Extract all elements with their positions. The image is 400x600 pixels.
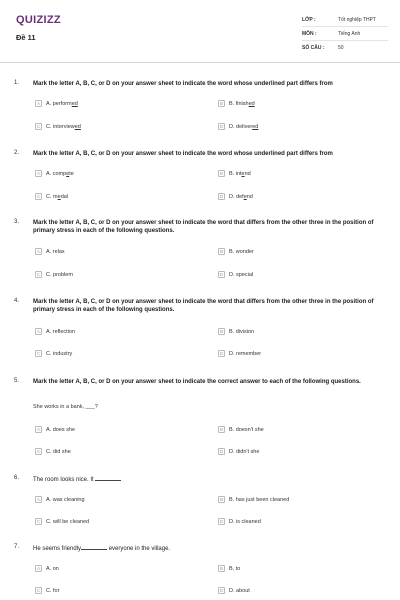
meta-value: Tốt nghiệp THPT xyxy=(338,16,376,23)
option-letter-box: D xyxy=(219,272,224,277)
option-text: D. about xyxy=(229,587,250,594)
option-letter-box: C xyxy=(36,351,41,356)
question-number: 2. xyxy=(14,150,20,156)
option-text: D. remember xyxy=(229,350,262,357)
option-text: A. compete xyxy=(46,170,74,177)
option-d[interactable] xyxy=(218,193,253,200)
option-text: C. medal xyxy=(46,193,69,200)
option-b[interactable] xyxy=(218,426,264,433)
option-letter-box: B xyxy=(219,427,223,432)
option-letter-box: D xyxy=(219,351,224,356)
question-number: 1. xyxy=(14,80,20,86)
question-number: 7. xyxy=(14,544,20,550)
question-prompt: Mark the letter A, B, C, or D on your answer sheet to indicate the word whose underlined part differs from xyxy=(33,81,333,87)
meta-row-count xyxy=(302,41,388,54)
option-c[interactable] xyxy=(35,350,72,357)
option-letter-box: C xyxy=(36,519,41,524)
option-letter-box: A xyxy=(36,329,40,334)
option-letter-box: C xyxy=(36,588,41,593)
option-text: C. industry xyxy=(46,350,73,357)
answer-blank xyxy=(95,475,121,481)
option-text: A. on xyxy=(46,565,59,572)
answer-blank xyxy=(81,544,107,550)
option-b[interactable] xyxy=(218,248,254,255)
header-divider xyxy=(0,62,400,63)
option-d[interactable] xyxy=(218,518,261,525)
option-d[interactable] xyxy=(218,448,259,455)
option-letter-box: D xyxy=(219,588,224,593)
option-b[interactable] xyxy=(218,328,254,335)
option-letter-box: C xyxy=(36,194,41,199)
option-text: A. performed xyxy=(46,100,78,107)
option-c[interactable] xyxy=(35,193,68,200)
meta-row-subject xyxy=(302,27,388,41)
question-number: 4. xyxy=(14,298,20,304)
option-letter-box: A xyxy=(36,101,40,106)
option-text: C. interviewed xyxy=(46,123,81,130)
option-text: B. doesn't she xyxy=(229,426,264,433)
question-prompt: Mark the letter A, B, C, or D on your answer sheet to indicate the correct answer to each of the following questions. xyxy=(33,379,361,385)
option-text: B. wonder xyxy=(229,248,254,255)
option-b[interactable] xyxy=(218,565,240,572)
question-prompt: He seems friendly everyone in the village. xyxy=(33,546,171,552)
option-letter-box: A xyxy=(36,171,40,176)
option-a[interactable] xyxy=(35,100,78,107)
option-text: A. relax xyxy=(46,248,65,255)
option-text: C. for xyxy=(46,587,60,594)
option-d[interactable] xyxy=(218,271,253,278)
option-text: D. didn't she xyxy=(229,448,260,455)
option-letter-box: C xyxy=(36,449,41,454)
option-b[interactable] xyxy=(218,496,289,503)
question-prompt: The room looks nice. It xyxy=(33,475,378,484)
option-text: B. finished xyxy=(229,100,255,107)
option-letter-box: C xyxy=(36,124,41,129)
option-b[interactable] xyxy=(218,100,255,107)
exam-title: Đề 11 xyxy=(16,33,36,42)
option-letter-box: A xyxy=(36,497,40,502)
option-b[interactable] xyxy=(218,170,251,177)
option-letter-box: B xyxy=(219,497,223,502)
option-letter-box: D xyxy=(219,449,224,454)
option-a[interactable] xyxy=(35,426,75,433)
option-text: D. is cleaned xyxy=(229,518,261,525)
exam-meta-table xyxy=(302,13,388,54)
option-text: B. intend xyxy=(229,170,251,177)
option-letter-box: B xyxy=(219,329,223,334)
option-letter-box: B xyxy=(219,249,223,254)
meta-key: SỐ CÂU : xyxy=(302,44,325,51)
question-stem: She works in a bank, ___? xyxy=(33,404,98,410)
option-letter-box: A xyxy=(36,427,40,432)
question-number: 5. xyxy=(14,378,20,384)
option-c[interactable] xyxy=(35,587,59,594)
option-c[interactable] xyxy=(35,518,89,525)
option-letter-box: D xyxy=(219,194,224,199)
option-letter-box: B xyxy=(219,566,223,571)
option-text: B. to xyxy=(229,565,241,572)
option-a[interactable] xyxy=(35,496,85,503)
question-prompt: Mark the letter A, B, C, or D on your answer sheet to indicate the word that differs from the other three in the position of primary stress in each of the following questions. xyxy=(33,299,374,313)
option-d[interactable] xyxy=(218,123,258,130)
question-prompt: Mark the letter A, B, C, or D on your answer sheet to indicate the word whose underlined part differs from xyxy=(33,151,333,157)
meta-key: MÔN : xyxy=(302,30,317,37)
meta-value: 50 xyxy=(338,44,344,51)
option-text: A. reflection xyxy=(46,328,76,335)
option-text: C. did she xyxy=(46,448,71,455)
option-text: A. was cleaning xyxy=(46,496,85,503)
option-letter-box: A xyxy=(36,566,40,571)
option-letter-box: B xyxy=(219,171,223,176)
option-text: D. special xyxy=(229,271,254,278)
meta-value: Tiếng Anh xyxy=(338,30,361,37)
option-c[interactable] xyxy=(35,448,71,455)
option-c[interactable] xyxy=(35,123,81,130)
option-text: A. does she xyxy=(46,426,76,433)
option-text: C. will be cleaned xyxy=(46,518,90,525)
meta-key: LỚP : xyxy=(302,16,316,23)
option-c[interactable] xyxy=(35,271,73,278)
option-a[interactable] xyxy=(35,170,74,177)
question-number: 3. xyxy=(14,219,20,225)
option-letter-box: C xyxy=(36,272,41,277)
option-text: B. division xyxy=(229,328,255,335)
option-text: D. defend xyxy=(229,193,253,200)
option-letter-box: D xyxy=(219,124,224,129)
option-d[interactable] xyxy=(218,350,261,357)
option-letter-box: B xyxy=(219,101,223,106)
quizizz-logo: QUIZIZZ xyxy=(16,14,61,26)
option-text: C. problem xyxy=(46,271,73,278)
option-letter-box: D xyxy=(219,519,224,524)
option-a[interactable] xyxy=(35,328,75,335)
option-text: B. has just been cleaned xyxy=(229,496,290,503)
option-a[interactable] xyxy=(35,565,59,572)
option-d[interactable] xyxy=(218,587,250,594)
option-a[interactable] xyxy=(35,248,65,255)
question-prompt: Mark the letter A, B, C, or D on your answer sheet to indicate the word that differs from the other three in the position of primary stress in each of the following questions. xyxy=(33,220,374,234)
option-letter-box: A xyxy=(36,249,40,254)
meta-row-class xyxy=(302,13,388,27)
option-text: D. delivered xyxy=(229,123,259,130)
question-number: 6. xyxy=(14,475,20,481)
